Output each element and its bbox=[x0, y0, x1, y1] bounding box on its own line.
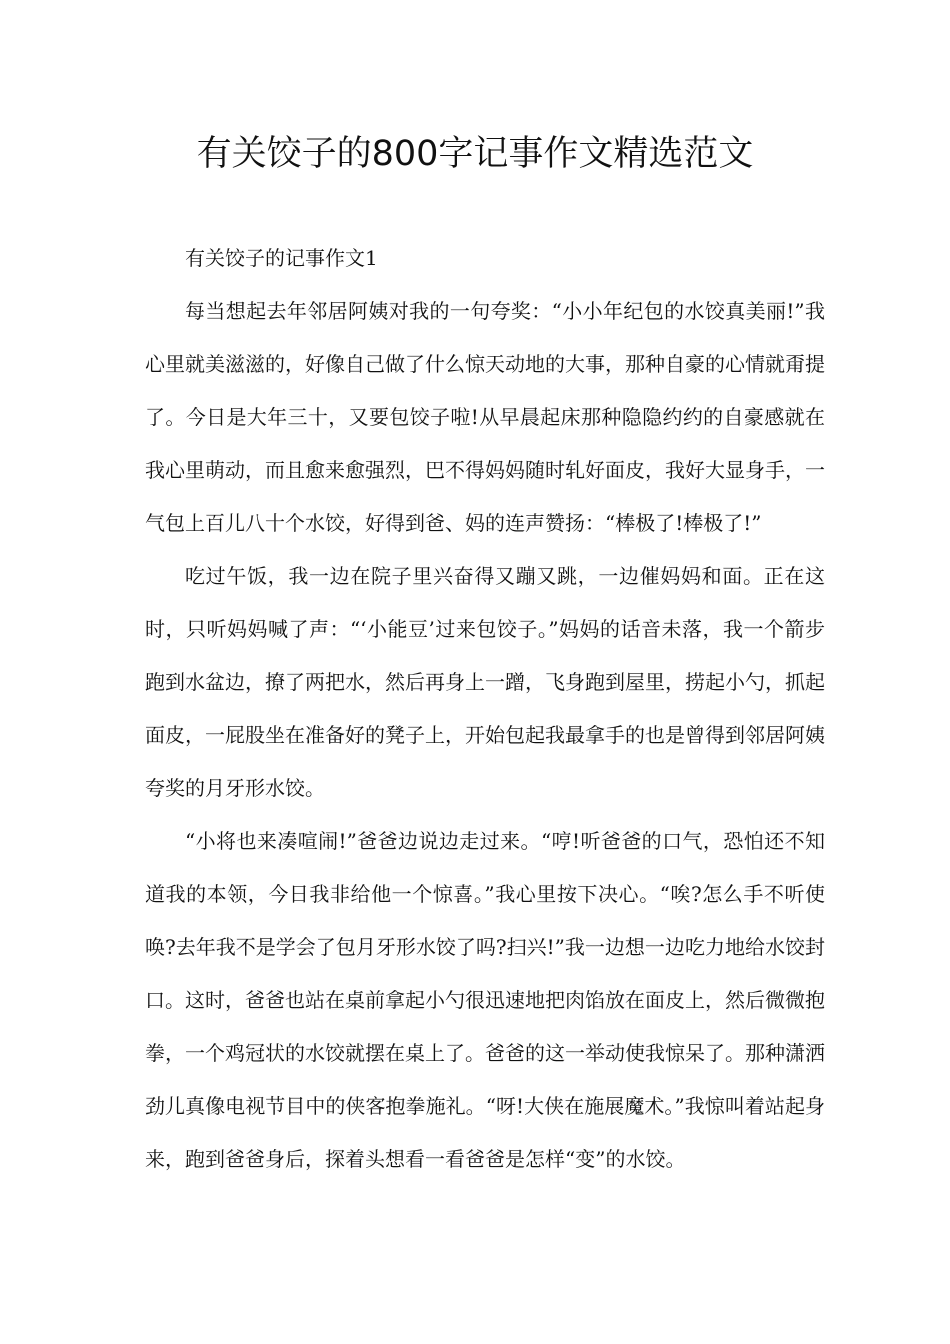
document-body bbox=[145, 232, 825, 1186]
paragraph-3: “小将也来凑喧闹!”爸爸边说边走过来。“哼!听爸爸的口气，恐怕还不知道我的本领，今日我非给他一个惊喜。”我心里按下决心。“唉?怎么手不听使唤?去年我不是学会了包月牙形水饺了吗?扫兴!”我一边想一边吃力地给水饺封口。这时，爸爸也站在桌前拿起小勺很迅速地把肉馅放在面皮上，然后微微抱拳，一个鸡冠状的水饺就摆在桌上了。爸爸的这一举动使我惊呆了。那种潇洒劲儿真像电视节目中的侠客抱拳施礼。“呀!大侠在施展魔术。”我惊叫着站起身来，跑到爸爸身后，探着头想看一看爸爸是怎样“变”的水饺。 bbox=[145, 829, 825, 1171]
section-heading: 有关饺子的记事作文1 bbox=[185, 246, 378, 270]
paragraph-1: 每当想起去年邻居阿姨对我的一句夸奖：“小小年纪包的水饺真美丽!”我心里就美滋滋的，好像自己做了什么惊天动地的大事，那种自豪的心情就甭提了。今日是大年三十，又要包饺子啦!从早晨起床那种隐隐约约的自豪感就在我心里萌动，而且愈来愈强烈，巴不得妈妈随时轧好面皮，我好大显身手，一气包上百儿八十个水饺，好得到爸、妈的连声赞扬：“棒极了!棒极了!” bbox=[145, 299, 825, 535]
paragraph-2: 吃过午饭，我一边在院子里兴奋得又蹦又跳，一边催妈妈和面。正在这时，只听妈妈喊了声：“‘小能豆’过来包饺子。”妈妈的话音未落，我一个箭步跑到水盆边，撩了两把水，然后再身上一蹭，飞身跑到屋里，捞起小勺，抓起面皮，一屁股坐在准备好的凳子上，开始包起我最拿手的也是曾得到邻居阿姨夸奖的月牙形水饺。 bbox=[145, 564, 825, 800]
document-title: 有关饺子的800字记事作文精选范文 bbox=[196, 134, 754, 174]
